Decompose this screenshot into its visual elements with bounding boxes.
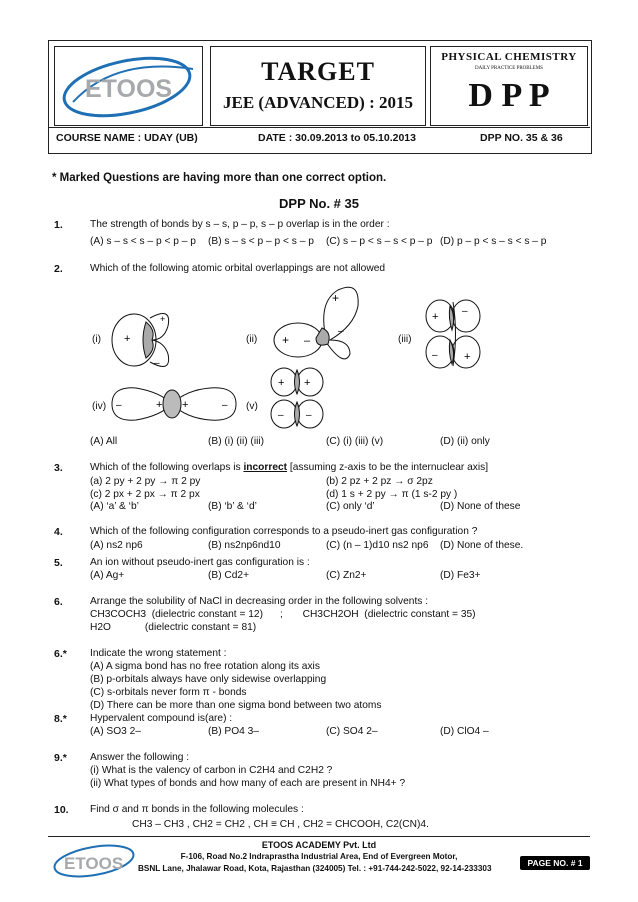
q3-option-a[interactable]: (A) ‘a’ & ‘b’ <box>90 501 139 512</box>
page-number-badge <box>520 856 590 870</box>
svg-text:–: – <box>462 306 468 317</box>
target-title: TARGET <box>261 57 375 86</box>
practice-label: DAILY PRACTICE PROBLEMS <box>475 66 543 71</box>
q4-text: Which of the following configuration corresponds to a pseudo-inert gas configuration ? <box>90 526 478 537</box>
dpp-title: DPP No. # 35 <box>279 196 359 211</box>
footer-logo-text: ETOOS <box>64 854 124 873</box>
svg-text:+: + <box>464 351 471 363</box>
q4-option-b[interactable]: (B) ns2np6nd10 <box>208 540 281 551</box>
q9s-number: 9.* <box>54 752 67 764</box>
q8s-option-c[interactable]: (C) SO4 2– <box>326 726 378 737</box>
svg-text:+: + <box>156 399 163 411</box>
orbital-diagram-i <box>110 300 180 380</box>
q9s-part-ii: (ii) What types of bonds and how many of each are present in NH4+ ? <box>90 778 406 789</box>
svg-text:–: – <box>154 358 160 369</box>
dpp-number-label: DPP NO. 35 & 36 <box>480 132 563 144</box>
svg-text:+: + <box>160 314 166 324</box>
svg-text:+: + <box>282 333 290 347</box>
q5-option-d[interactable]: (D) Fe3+ <box>440 570 481 581</box>
q4-option-c[interactable]: (C) (n – 1)d10 ns2 np6 <box>326 540 429 551</box>
q5-option-b[interactable]: (B) Cd2+ <box>208 570 250 581</box>
orbital-diagram-iv <box>110 380 240 428</box>
svg-text:+: + <box>432 311 439 323</box>
q6-water-line: H2O (dielectric constant = 81) <box>90 622 257 633</box>
q3-text-post: [assuming z-axis to be the internuclear axis] <box>287 462 489 473</box>
q2-label-iv: (iv) <box>92 401 107 412</box>
svg-text:–: – <box>278 410 284 421</box>
q3-statement-b: (b) 2 pz + 2 pz → σ 2pz <box>326 476 433 487</box>
q3-option-b[interactable]: (B) ‘b’ & ‘d’ <box>208 501 257 512</box>
svg-text:+: + <box>332 291 340 305</box>
date-label: DATE : 30.09.2013 to 05.10.2013 <box>258 132 416 144</box>
q4-number: 4. <box>54 526 63 538</box>
logo-text: ETOOS <box>85 75 173 103</box>
q5-option-c[interactable]: (C) Zn2+ <box>326 570 367 581</box>
q2-option-a[interactable]: (A) All <box>90 436 118 447</box>
course-label: COURSE NAME : UDAY (UB) <box>56 132 198 144</box>
q4-option-d[interactable]: (D) None of these. <box>440 540 524 551</box>
q1-option-b[interactable]: (B) s – s < p – p < s – p <box>208 236 314 247</box>
q1-option-d[interactable]: (D) p – p < s – s < s – p <box>440 236 547 247</box>
svg-text:–: – <box>304 335 311 347</box>
q2-label-iii: (iii) <box>398 334 412 345</box>
orbital-diagram-iii <box>420 296 486 374</box>
svg-text:–: – <box>306 410 312 421</box>
footer-address-line1: F-106, Road No.2 Indraprastha Industrial Area, End of Evergreen Motor, <box>180 852 458 861</box>
q2-text: Which of the following atomic orbital overlappings are not allowed <box>90 263 386 274</box>
q3-statement-d: (d) 1 s + 2 py → π (1 s-2 py ) <box>326 489 458 500</box>
q8s-text: Hypervalent compound is(are) : <box>90 713 233 724</box>
q6s-option-c[interactable]: (C) s-orbitals never form π - bonds <box>90 687 247 698</box>
q3-statement-a: (a) 2 py + 2 py → π 2 py <box>90 476 201 487</box>
q6-text: Arrange the solubility of NaCl in decreasing order in the following solvents : <box>90 596 429 607</box>
q6s-text: Indicate the wrong statement : <box>90 648 227 659</box>
q6s-number: 6.* <box>54 648 67 660</box>
page-number: PAGE NO. # 1 <box>527 858 583 868</box>
q10-molecules: CH3 – CH3 , CH2 = CH2 , CH ≡ CH , CH2 = CHCOOH, C2(CN)4. <box>132 819 429 830</box>
q10-number: 10. <box>54 804 69 816</box>
q6-solvents-line: CH3COCH3 (dielectric constant = 12) ; CH3CH2OH (dielectric constant = 35) <box>90 609 476 620</box>
svg-text:+: + <box>124 333 131 345</box>
footer-divider <box>48 836 590 837</box>
q8s-number: 8.* <box>54 713 67 725</box>
svg-text:–: – <box>116 400 122 411</box>
q1-text: The strength of bonds by s – s, p – p, s – p overlap is in the order : <box>90 219 390 230</box>
etoos-logo <box>55 47 202 125</box>
q1-number: 1. <box>54 219 63 231</box>
orbital-diagram-ii <box>270 282 380 372</box>
q5-option-a[interactable]: (A) Ag+ <box>90 570 125 581</box>
q5-number: 5. <box>54 557 63 569</box>
q6-number: 6. <box>54 596 63 608</box>
q3-text-emph: incorrect <box>243 462 288 473</box>
q3-number: 3. <box>54 462 63 474</box>
q1-option-a[interactable]: (A) s – s < s – p < p – p <box>90 236 196 247</box>
q5-text: An ion without pseudo-inert gas configuration is : <box>90 557 310 568</box>
q9s-text: Answer the following : <box>90 752 190 763</box>
q9s-part-i: (i) What is the valency of carbon in C2H4 and C2H2 ? <box>90 765 333 776</box>
marked-questions-note: * Marked Questions are having more than one correct option. <box>52 172 387 184</box>
q2-number: 2. <box>54 263 63 275</box>
exam-title: JEE (ADVANCED) : 2015 <box>223 93 413 112</box>
q8s-option-a[interactable]: (A) SO3 2– <box>90 726 141 737</box>
q2-label-i: (i) <box>92 334 102 345</box>
q2-label-ii: (ii) <box>246 334 258 345</box>
dpp-big-label: D P P <box>468 77 550 114</box>
q3-text <box>90 462 488 474</box>
q3-text-pre: Which of the following overlaps is <box>90 462 244 473</box>
q2-option-c[interactable]: (C) (i) (iii) (v) <box>326 436 384 447</box>
q2-label-v: (v) <box>246 401 258 412</box>
q10-text: Find σ and π bonds in the following molecules : <box>90 804 304 815</box>
footer-company: ETOOS ACADEMY Pvt. Ltd <box>261 840 377 850</box>
q6s-option-d[interactable]: (D) There can be more than one sigma bond between two atoms <box>90 700 382 711</box>
q6s-option-a[interactable]: (A) A sigma bond has no free rotation along its axis <box>90 661 320 672</box>
svg-text:+: + <box>278 377 285 389</box>
q2-option-d[interactable]: (D) (ii) only <box>440 436 490 447</box>
q3-option-c[interactable]: (C) only ‘d’ <box>326 501 375 512</box>
svg-text:–: – <box>338 326 344 337</box>
q2-option-b[interactable]: (B) (i) (ii) (iii) <box>208 436 265 447</box>
footer-address-line2: BSNL Lane, Jhalawar Road, Kota, Rajasthan (324005) Tel. : +91-744-242-5022, 92-14-233303 <box>138 864 492 873</box>
q3-statement-c: (c) 2 px + 2 px → π 2 px <box>90 489 200 500</box>
q8s-option-b[interactable]: (B) PO4 3– <box>208 726 259 737</box>
q1-option-c[interactable]: (C) s – p < s – s < p – p <box>326 236 433 247</box>
q4-option-a[interactable]: (A) ns2 np6 <box>90 540 143 551</box>
title-box <box>210 46 426 126</box>
q6s-option-b[interactable]: (B) p-orbitals always have only sidewise overlapping <box>90 674 327 685</box>
subject-label: PHYSICAL CHEMISTRY <box>441 51 577 63</box>
logo-box <box>54 46 203 126</box>
q3-option-d[interactable]: (D) None of these <box>440 501 521 512</box>
orbital-diagram-v <box>268 366 328 430</box>
svg-text:–: – <box>432 350 438 361</box>
svg-text:+: + <box>304 377 311 389</box>
subject-box <box>430 46 588 126</box>
header-divider <box>48 127 590 128</box>
svg-text:–: – <box>222 400 228 411</box>
q8s-option-d[interactable]: (D) ClO4 – <box>440 726 489 737</box>
svg-text:+: + <box>182 399 189 411</box>
